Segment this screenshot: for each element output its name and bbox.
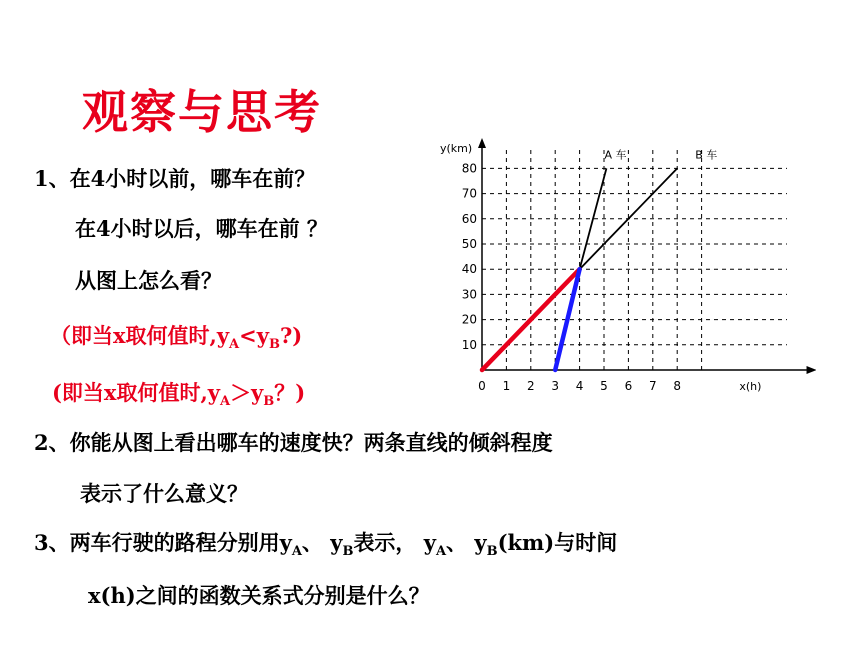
x-tick-label: 0 <box>478 379 486 393</box>
y-tick-label: 70 <box>461 186 477 201</box>
y-tick-label: 40 <box>461 262 477 277</box>
x-axis-label: x(h) <box>739 380 762 393</box>
hint-1-close: ?) <box>279 323 303 348</box>
x-tick-label: 3 <box>551 379 560 393</box>
y-axis-label: y(km) <box>440 142 473 155</box>
x-tick-label: 6 <box>624 379 633 393</box>
q3-sub-2: B <box>342 544 354 560</box>
question-1-hint-2 <box>52 377 305 409</box>
question-1-hint-1 <box>50 320 302 352</box>
hint-2-open: (即当x取何值时,y <box>52 380 220 405</box>
q3-part-5: (km)与时间 <box>497 530 618 555</box>
question-1-line-1: 1、在4小时以前，哪车在前？ <box>34 166 316 191</box>
question-3-line-1 <box>34 527 617 559</box>
y-tick-label: 30 <box>461 287 477 302</box>
q3-part-4: 、 y <box>446 530 487 555</box>
question-3-line-2: x(h)之间的函数关系式分别是什么？ <box>88 583 430 608</box>
x-tick-label: 5 <box>600 379 608 393</box>
hint-1-sub-a: A <box>229 337 240 353</box>
hint-1-sub-b: B <box>268 337 280 353</box>
x-tick-label: 4 <box>575 379 584 393</box>
distance-time-chart <box>436 132 816 402</box>
x-tick-label: 7 <box>648 379 657 393</box>
q3-sub-1: A <box>291 544 302 560</box>
q3-part-3: 表示， y <box>353 530 436 555</box>
hint-1-mid: <y <box>239 323 269 348</box>
y-tick-label: 20 <box>461 312 477 327</box>
question-1-line-3: 从图上怎么看？ <box>75 268 222 293</box>
series-label-a: A 车 <box>604 148 627 162</box>
question-1-line-2: 在4小时以后，哪车在前 ？ <box>75 216 328 241</box>
x-tick-label: 8 <box>673 379 682 393</box>
y-axis-arrow <box>478 138 486 148</box>
q3-part-2: 、 y <box>301 530 343 555</box>
y-tick-label: 50 <box>461 237 477 251</box>
x-axis-arrow <box>807 366 816 374</box>
question-2-line-1: 2、你能从图上看出哪车的速度快？两条直线的倾斜程度 <box>34 430 553 455</box>
page-title: 观察与思考 <box>82 85 322 139</box>
hint-2-sub-b: B <box>263 394 275 410</box>
hint-2-close: ？) <box>274 380 306 405</box>
q3-sub-3: A <box>435 544 447 560</box>
q3-part-1: 3、两车行驶的路程分别用y <box>34 530 292 555</box>
hint-1-open: （即当x取何值时,y <box>50 323 230 348</box>
x-tick-label: 1 <box>502 379 511 393</box>
y-tick-label: 60 <box>461 211 477 226</box>
y-tick-label: 80 <box>461 161 477 176</box>
hint-2-mid: ＞y <box>230 380 264 405</box>
q3-sub-4: B <box>486 544 498 560</box>
x-tick-label: 2 <box>526 379 535 393</box>
y-tick-label: 10 <box>461 337 477 352</box>
hint-2-sub-a: A <box>219 394 231 410</box>
question-2-line-2: 表示了什么意义？ <box>80 481 248 506</box>
series-label-b: B 车 <box>695 148 718 162</box>
